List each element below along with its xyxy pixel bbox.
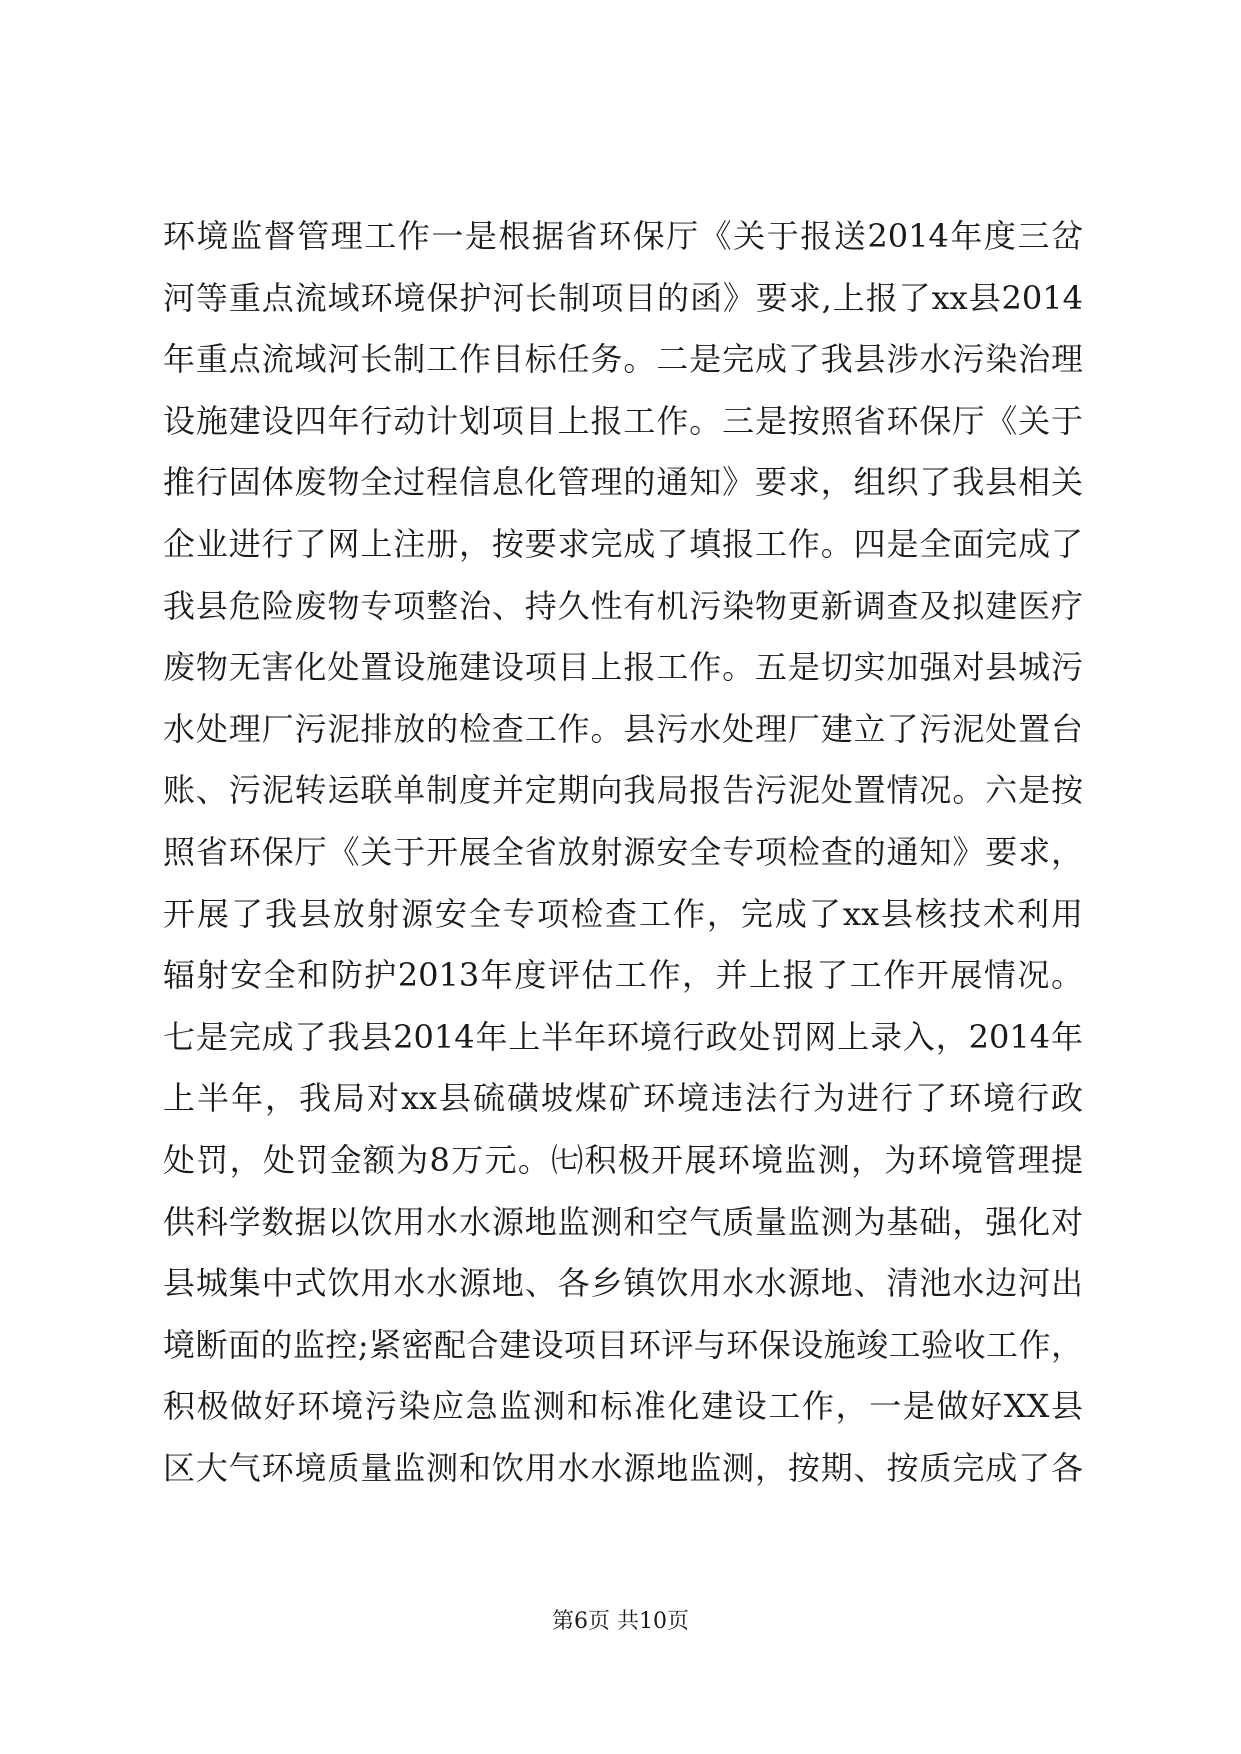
page-number-footer: 第6页 共10页	[552, 1609, 689, 1634]
text-line: 开展了我县放射源安全专项检查工作，完成了xx县核技术利用	[163, 894, 1083, 933]
text-line: 处罚，处罚金额为8万元。㈦积极开展环境监测，为环境管理提	[163, 1140, 1083, 1179]
body-text	[163, 206, 1083, 1499]
text-line: 年重点流域河长制工作目标任务。二是完成了我县涉水污染治理	[163, 340, 1083, 379]
text-line: 供科学数据以饮用水水源地监测和空气质量监测为基础，强化对	[163, 1202, 1083, 1241]
text-line: 县城集中式饮用水水源地、各乡镇饮用水水源地、清池水边河出	[163, 1264, 1083, 1303]
text-line: 上半年，我局对xx县硫磺坡煤矿环境违法行为进行了环境行政	[163, 1079, 1083, 1118]
text-line: 废物无害化处置设施建设项目上报工作。五是切实加强对县城污	[163, 648, 1083, 687]
text-line: 河等重点流域环境保护河长制项目的函》要求,上报了xx县2014	[163, 278, 1083, 317]
text-line: 水处理厂污泥排放的检查工作。县污水处理厂建立了污泥处置台	[163, 709, 1083, 748]
text-line: 照省环保厅《关于开展全省放射源安全专项检查的通知》要求，	[163, 832, 1083, 871]
text-line: 设施建设四年行动计划项目上报工作。三是按照省环保厅《关于	[163, 401, 1083, 440]
text-line: 区大气环境质量监测和饮用水水源地监测，按期、按质完成了各	[163, 1448, 1083, 1487]
text-line: 积极做好环境污染应急监测和标准化建设工作，一是做好XX县	[163, 1387, 1083, 1426]
text-line: 账、污泥转运联单制度并定期向我局报告污泥处置情况。六是按	[163, 771, 1083, 810]
text-line: 企业进行了网上注册，按要求完成了填报工作。四是全面完成了	[163, 524, 1083, 563]
text-line: 七是完成了我县2014年上半年环境行政处罚网上录入，2014年	[163, 1017, 1083, 1056]
text-line: 境断面的监控;紧密配合建设项目环评与环保设施竣工验收工作，	[163, 1325, 1083, 1364]
text-line: 我县危险废物专项整治、持久性有机污染物更新调查及拟建医疗	[163, 586, 1083, 625]
text-line: 环境监督管理工作一是根据省环保厅《关于报送2014年度三岔	[163, 217, 1083, 255]
text-line: 推行固体废物全过程信息化管理的通知》要求，组织了我县相关	[163, 463, 1083, 502]
text-line: 辐射安全和防护2013年度评估工作，并上报了工作开展情况。	[163, 956, 1083, 995]
